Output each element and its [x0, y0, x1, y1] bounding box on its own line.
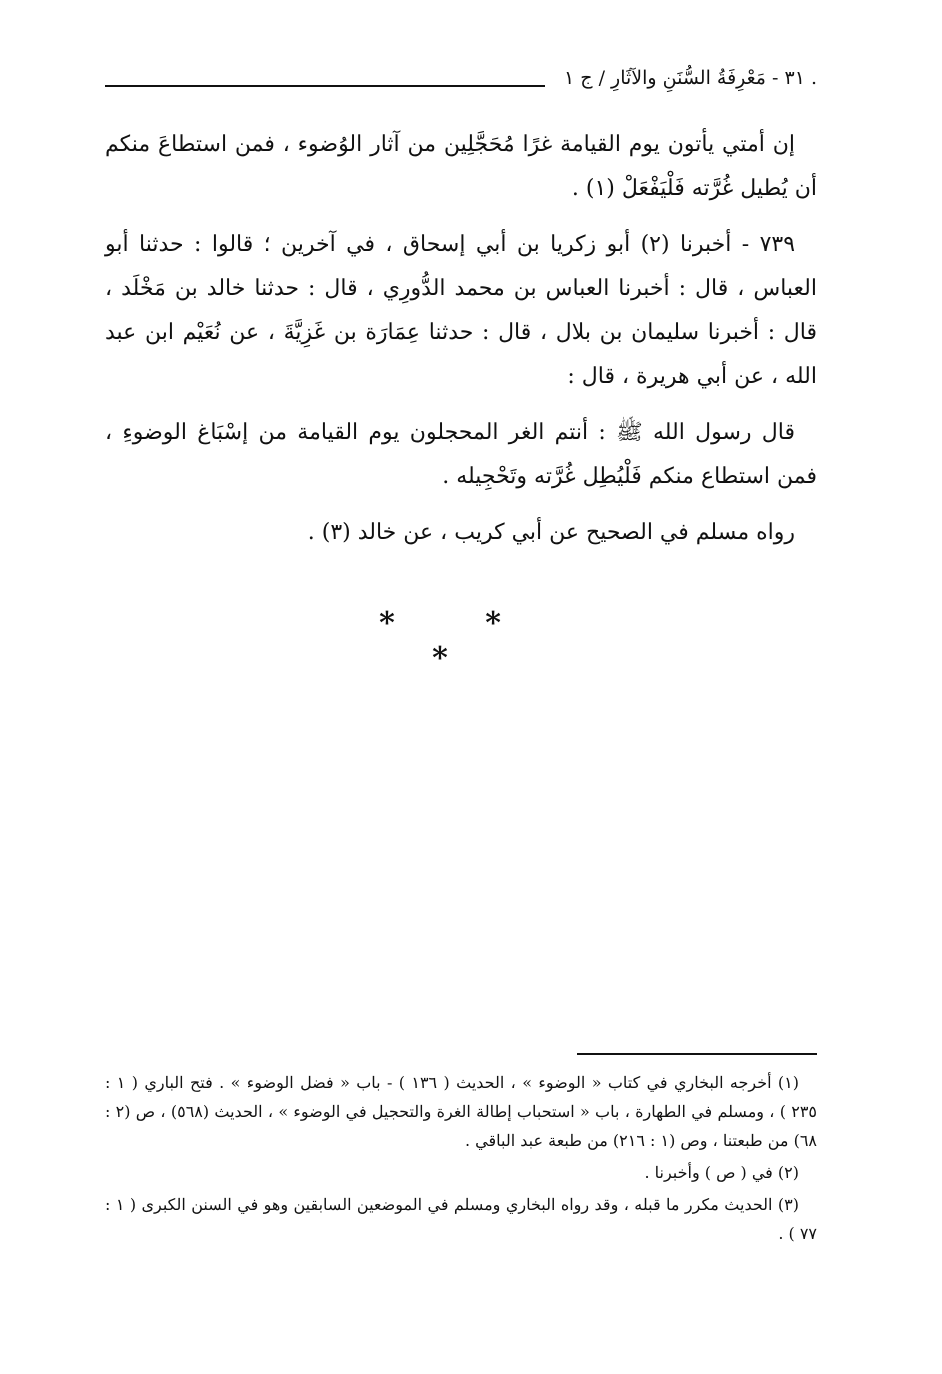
footnotes [105, 1068, 817, 1251]
running-title: . ٣١ - مَعْرِفَةُ السُّنَنِ والآثَارِ / ج ١ [564, 67, 817, 89]
footnote-2: (٢) في ( ص ) وأخبرنا . [644, 1163, 799, 1182]
section-separator: * * * [379, 606, 541, 676]
main-text [105, 123, 817, 555]
page-header [105, 64, 817, 94]
hadith-text-continuation: إن أمتي يأتون يوم القيامة غرًا مُحَجَّلِين من آثار الوُضوء ، فمن استطاعَ منكم أن يُطيل غُرَّته فَلْيَفْعَلْ (١) . [105, 132, 817, 201]
hadith-739-takhrij: رواه مسلم في الصحيح عن أبي كريب ، عن خالد (٣) . [307, 520, 795, 545]
footnote-rule [577, 1053, 817, 1055]
footnote-1: (١) أخرجه البخاري في كتاب « الوضوء » ، الحديث ( ١٣٦ ) - باب « فضل الوضوء » . فتح الباري ( ١ : ٢٣٥ ) ، ومسلم في الطهارة ، باب « استحباب إطالة الغرة والتحجيل في الوضوء » ، الحديث (٥٦٨) ، ص (٢ : ٦٨) من طبعتنا ، وص (١ : ٢١٦) من طبعة عبد الباقي . [105, 1073, 818, 1150]
footnote-3: (٣) الحديث مكرر ما قبله ، وقد رواه البخاري ومسلم في الموضعين السابقين وهو في السنن الكبرى ( ١ : ٧٧ ) . [105, 1195, 817, 1243]
hadith-739-matn: قال رسول الله ﷺ : أنتم الغر المحجلون يوم القيامة من إسْبَاغ الوضوءِ ، فمن استطاع منكم فَلْيُطِل غُرَّته وتَحْجِيله . [105, 420, 817, 489]
hadith-739-isnad: ٧٣٩ - أخبرنا (٢) أبو زكريا بن أبي إسحاق ، في آخرين ؛ قالوا : حدثنا أبو العباس ، قال : أخبرنا العباس بن محمد الدُّورِي ، قال : حدثنا خالد بن مَخْلَد ، قال : أخبرنا سليمان بن بلال ، قال : حدثنا عِمَارَة بن غَزِيَّةَ ، عن نُعَيْم ابن عبد الله ، عن أبي هريرة ، قال : [105, 232, 817, 389]
header-rule [105, 85, 545, 87]
